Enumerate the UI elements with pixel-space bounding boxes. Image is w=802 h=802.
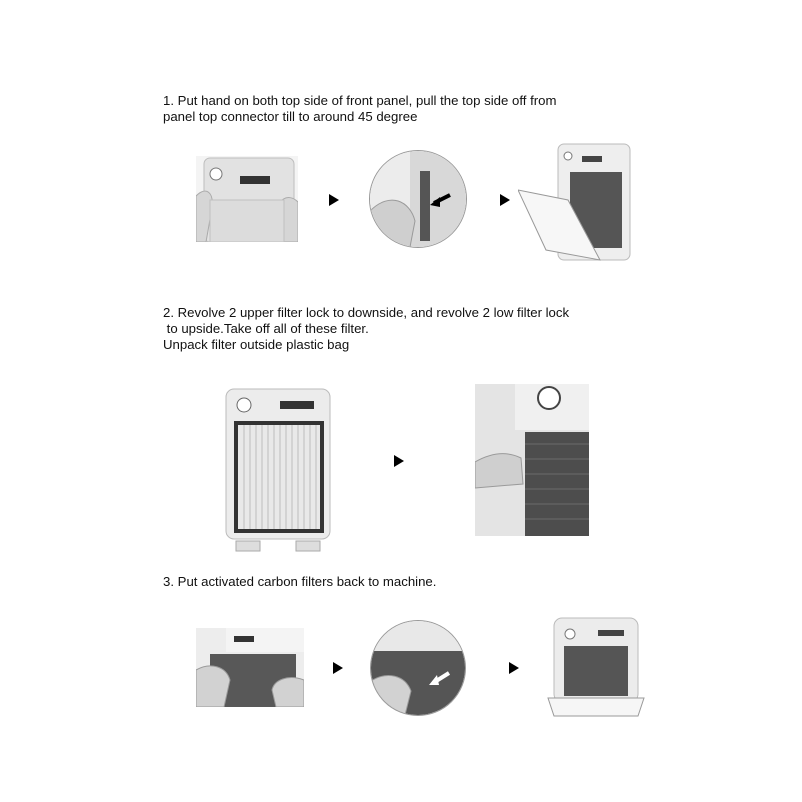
- step-1-photo-connector-closeup: [369, 150, 467, 248]
- step-3-photo-insert-filter: [196, 628, 304, 707]
- step-2-photo-filter-lock: [475, 384, 589, 536]
- arrow-right-icon: [329, 194, 339, 206]
- step-1-photo-hands-on-panel: [196, 156, 298, 242]
- step-2-line-3: Unpack filter outside plastic bag: [163, 337, 350, 352]
- arrow-right-icon: [500, 194, 510, 206]
- step-1-photo-panel-opened: [518, 142, 634, 262]
- step-1-line-2: panel top connector till to around 45 degree: [163, 109, 418, 124]
- step-3-photo-panel-closing: [546, 616, 646, 718]
- step-3-photo-closeup: [370, 620, 466, 716]
- step-1-line-1: 1. Put hand on both top side of front panel, pull the top side off from: [163, 93, 557, 108]
- arrow-right-icon: [333, 662, 343, 674]
- arrow-right-icon: [509, 662, 519, 674]
- step-2-line-1: 2. Revolve 2 upper filter lock to downside, and revolve 2 low filter lock: [163, 305, 570, 320]
- step-2-line-2: to upside.Take off all of these filter.: [163, 321, 369, 336]
- step-3-line-1: 3. Put activated carbon filters back to machine.: [163, 574, 437, 589]
- step-2-photo-filter-installed: [224, 387, 332, 553]
- arrow-right-icon: [394, 455, 404, 467]
